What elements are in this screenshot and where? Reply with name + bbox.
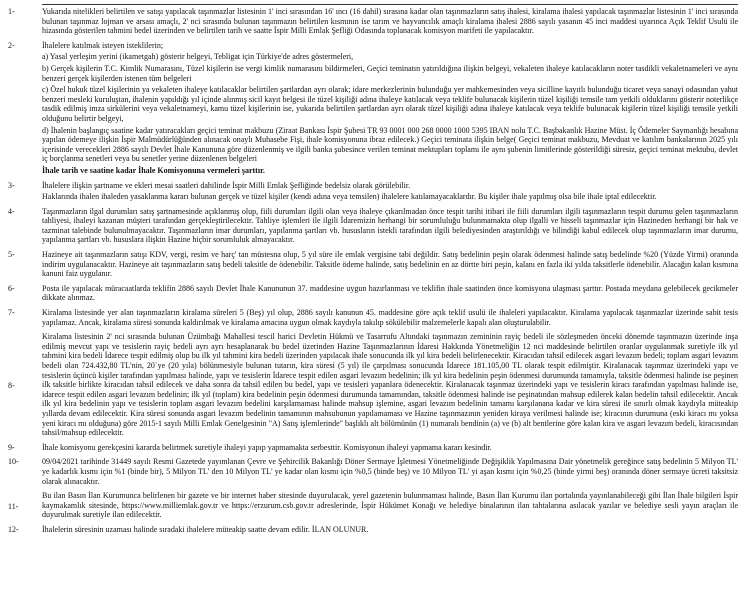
clause-body	[42, 41, 738, 178]
clause-paragraph: c) Özel hukuk tüzel kişilerinin ya vekaleten ihaleye katılacaklar belirtilen şartlardan ayrı olarak; idare merkezlerinin bulunduğu yer mahkemesinden veya sicilline kayıtlı bulunduğu ticaret veya sanayi odasından yahut benzeri mesleki kuruluştan, ihalenin yapıldığı yıl içinde alınmış sicil kayıt belgesi ile tüzel kişiliği adına ihaleye katılacak veya teklife bulunacak kişilerin tüzel kişiliği temsile tam yetkili olduklarını gösterir noterlikçe tasdik edilmiş imza sirkülerini veya vekaletnameyi, kamu tüzel kişilerinin ise, yukarıda belirtilen şartlardan ayrı olarak tüzel kişiliği adına ihaleye katılacak veya teklife bulunacak kişilerin tüzel kişiliği temsile yetkili olduğunu belirtir belgeyi,	[42, 85, 738, 123]
clause-body	[42, 207, 738, 247]
clause-paragraph: Haklarında ihalen ihaleden yasaklanma kararı bulunan gerçek ve tüzel kişiler (kendi adına veya temsilen) ihalelere katılamayacaklardır. Bu kişiler ihale yapılmış olsa bile ihale iptal edilecektir.	[42, 192, 657, 202]
clause-paragraph: Taşınmazların ilgal durumları satış şartnamesinde açıklanmış olup, fiili durumları ilgili olan veya ihaleye çıkarılmadan önce tespit tarihi itibari ile fiili durumları ilgili taşınmazların tespit durumu gelen taşınmazların tahliyesi, ihaleyi kazanan müşteri tarafından gerçekleştirilecektir. Tahliye işlemleri ile ilgili İdaremizin herhangi bir sorumluluğu bulunmamakta olup ilgalli ve hisseli taşınmazlar için Hazineden herhangi bir hak ve tazminat talebinde bulunulmayacaktır. Taşınmazların imar durumları, yapılanma şartları vb. hususların istekli tarafından ilgili belediyesinden araştırıldığı ve bilindiği kabul edilecek olup taşınmazların imar durumu, yapılanma şartları vb. hususlara ilişkin Hazine hiçbir sorumluluk almayacaktır.	[42, 206, 738, 245]
clause-number: 9-	[8, 442, 15, 452]
clause-number: 7-	[8, 308, 15, 318]
clause-number: 8-	[8, 381, 15, 391]
clause-body	[42, 525, 738, 537]
clause-number: 12-	[8, 524, 19, 534]
clause-paragraph: Posta ile yapılacak müracaatlarda teklifin 2886 sayılı Devlet İhale Kanununun 37. maddesine uygun hazırlanması ve teklifin ihale saatinden önce komisyona ulaşması şarttır. Postada meydana gelebilecek gecikmeler dikkate alınmaz.	[42, 283, 738, 303]
clause-paragraph: d) İhalenin başlangıç saatine kadar yatıracakları geçici teminat makbuzu (Ziraat Bankası İspir Şubesi TR 93 0001 000 268 0000 1000 5395 IBAN nolu T.C. Başbakanlık Hazine Müst. İç Ödemeler Saymanlığı hesabına yapılan ödemeye ilişkin İspir Malmüdürlüğünden alınacak onaylı Muhasebe Fişi, ihale komisyonuna ibraz edilecek.) Geçici teminata ilişkin belge( Geçici teminat makbuzu, Mevduat ve katılım bankalarının 2025 yılı içerisinde verecekleri 2886 sayılı Devlet İhale Kanununa göre düzenlenmiş ve ilgili banka şubesince verilen teminat mektupları toplamı ile aynı şubenin limitlerinde gösterildiği süresiz, geçici teminat mektubu, devlet iç borçlanma senetleri veya bu senetler yerine düzenlenen belgeleri	[42, 125, 738, 164]
clause-item	[8, 332, 738, 440]
clause-item	[8, 250, 738, 281]
clause-body	[42, 308, 738, 329]
clause-paragraph: İhalelerin süresinin uzaması halinde sıradaki ihalelere müteakip saatte devam edilir. İLAN OLUNUR.	[42, 524, 369, 534]
clause-number: 10-	[8, 457, 19, 467]
clause-paragraph: 09/04/2021 tarihinde 31449 sayılı Resmi Gazetede yayımlanan Çevre ve Şehircilik Bakanlığı Döner Sermaye İşletmesi Yönetmeliğinde Değişiklik Yapılmasına Dair yönetmelik gereğince satış bedelinin 5 Milyon TL' ye kadarlık kısmı için %1 (binde bir), 5 Milyon TL' den 10 Milyon TL' ye kadar olan kısmı için %0,5 (binde beş) ve 10 Milyon TL' yi aşan kısmı için %0,25 (binde yirmi beş) oranında döner sermaye ücreti taksitsiz olarak alınacaktır.	[42, 457, 738, 486]
clause-paragraph: a) Yasal yerleşim yerini (ikametgah) gösterir belgeyi, Tebligat için Türkiye'de adres göstermeleri,	[42, 52, 354, 62]
clause-number: 3-	[8, 180, 15, 190]
clause-item	[8, 7, 738, 38]
clause-item	[8, 308, 738, 329]
clause-body	[42, 457, 738, 488]
clause-item	[8, 525, 738, 537]
clause-paragraph: İhale tarih ve saatine kadar İhale Komisyonuna vermeleri şarttır.	[42, 165, 265, 175]
clause-paragraph: İhale komisyonu gerekçesini kararda belirtmek suretiyle ihaleyi yapıp yapmamakta serbesttir. Komisyonun ihaleyi yapmama kararı kesindir.	[42, 442, 492, 452]
clause-paragraph: b) Gerçek kişilerin T.C. Kimlik Numarasını, Tüzel kişilerin ise vergi kimlik numarasını bildirmeleri, Geçici teminatın yatırıldığına ilişkin belgeyi, vekaleten ihaleye katılacakların noter tasdikli vekaletnameleri ve aynı benzeri gerçek kişilerden istenen tüm belgeleri	[42, 63, 738, 83]
clause-item	[8, 284, 738, 305]
clause-paragraph: Bu ilan Basın İlan Kurumunca belirlenen bir gazete ve bir internet haber sitesinde duyurulacak, yerel gazetenin bulunmaması halinde, Basın İlan Kurumu ilan portalında yayınlanabileceği gibi İlan İhale bilgileri İspir kaymakamlık sitesinde, https://www.milliemlak.gov.tr ve https://erzurum.csb.gov.tr adreslerinde, İspir Hükümet Konağı ve belediye binalarının ilan tahtalarına asılacak yazılar ve belediye sesli yayın araçları ile duyurulmak suretiyle ilan edilecektir.	[42, 491, 738, 520]
clause-item	[8, 207, 738, 247]
clause-item	[8, 491, 738, 522]
clause-body	[42, 491, 738, 522]
clause-paragraph: Hazineye ait taşınmazların satışı KDV, vergi, resim ve harç' tan müstesna olup, 5 yıl süre ile emlak vergisine tabi değildir. Satış bedelinin peşin olarak ödenmesi halinde satış bedelinde %20 (Yüzde Yirmi) oranında indirim uygulanacaktır. Hazineye ait taşınmazların satış bedeli taksitle de ödenebilir. Taksitle ödeme halinde, satış bedelinin en az dörtte biri peşin, kalanı en fazla iki yılda taksitlerle ödenebilir. Alacağın kalan kısmına kanuni faiz uygulanır.	[42, 250, 738, 279]
clause-body	[42, 250, 738, 281]
clause-number: 2-	[8, 40, 15, 50]
clause-paragraph: İhalelere ilişkin şartname ve ekleri mesai saatleri dahilinde İspir Milli Emlak Şefliğinde bedelsiz olarak görülebilir.	[42, 180, 411, 190]
clause-number: 5-	[8, 250, 15, 260]
clause-paragraph: Yukarıda nitelikleri belirtilen ve satışı yapılacak taşınmazlar listesinin 1' inci sırasından 16' ıncı (16 dahil) sırasına kadar olan taşınmazların satış ihalesi, kiralama ihalesi yapılacak taşınmazlar listesinin 1' inci sırasında bulunan taşınmaz lojman ve arsası amaçlı, 2' nci sırasında bulunan taşınmazın belirtilen kısmının ise tarım ve hayvancılık amaçlı kiralama ihalesi 2886 sayılı yasanın 45 inci maddesi uyarınca Açık Teklif Usulü ile hizasında gösterilen tahmini bedel üzerinden ve belirtilen tarih ve saatte İspir Milli Emlak Şefliği Odasında toplanacak komisyon marifeti ile yapılacaktır.	[42, 7, 738, 36]
clause-body	[42, 7, 738, 38]
clause-item	[8, 181, 738, 204]
clause-body	[42, 284, 738, 305]
clause-paragraph: Kiralama listesinin 2' nci sırasında bulunan Üzümbağı Mahallesi tescil harici Devletin Hükmü ve Tasarrufu Altındaki taşınmazın zemininin rayiç bedeli ile sözleşmeden önceki dönemde taşınmazın üzerinde inşa edilmiş mevcut yapı ve tesislerin rayiç bedeli ayrı ayrı hesaplanarak bu bedel üzerinden Hazine Taşınmazlarının İdaresi Hakkında Yönetmeliğin 12 nci maddesinde belirtilen oranlar uygulanmak suretiyle ilk yıl tahmini kira bedeli İdarece tespit edilmiş olup bu ilk yıl tahmini kira bedeli üzerinden yapılacak ihale sonucunda ilk yıl kira bedeli belirlenecektir. Kiracıdan tahsil edilecek asgari levazım bedeli; toplam asgari levazım bedeli olan 724.432,80 TL'nin, 20`ye (20 yıla) bölünmesiyle bulunan tutarın, kira süresi (5 yıl) ile çarpılması sonucunda İdarece 181.105,00 TL olarak tespit edilmiştir. Kiralanacak taşınmaz üzerindeki yapı ve tesislerin üçüncü kişiler tarafından yapılması halinde, yapı ve tesislerin İdarece tespit edilen asgari levazım bedelinin; ilk yıl kira bedelinin peşin ödenmesi durumunda tamamıyla, taksitle ödenmesi halinde ise peşinen ilk taksitle birlikte kiracıdan tahsil edilecek ve daha sonra da tahsil edilen bu bedel, yapı ve tesisleri yapanlara ödenecektir. Kiralanacak taşınmaz üzerindeki yapı ve tesislerin kiracı tarafından yapılması halinde ise, idarece tespit edilen asgari levazım bedelinin; ilk yıl (toplam) kira bedelinin peşin ödenmesi durumunda tamamından, taksitle ödenmesi halinde ise peşinatından mahsup edilerek kalan bedelin tahsil edilecektir. Ancak ilk yıl kira bedelinin yapı ve tesislerin toplam asgari levazım bedelini karşılamaması halinde mahsup işlemine, asgari levazım bedelinin tamamı karşılanana kadar ve kira süresi ile sınırlı olmak kaydıyla müteakip yıllarda devam edilecektir. Kira süresi sonunda asgari levazım bedelinin tamamının mahsubunun yapılamaması ve Hazine taşınmazının yeniden kiraya verilmesi halinde ise; kiracının durumuna (eski kiracı mı yoksa yeni kiracı mı olduğuna) göre 2015-1 sayılı Milli Emlak Genelgesinin "A) Satış işlemlerinde" başlıklı alt bölümünün (1) numaralı bendinin (a) ve (b) alt bentlerine göre kalan kira ve asgari levazım bedeli, kiracısından tahsil/mahsup edilecektir.	[42, 332, 738, 438]
top-rule	[42, 4, 738, 5]
clause-paragraph: İhalelere katılmak isteyen isteklilerin;	[42, 40, 164, 50]
clause-number: 6-	[8, 283, 15, 293]
clause-item	[8, 443, 738, 455]
clause-item	[8, 457, 738, 488]
clause-body	[42, 181, 738, 204]
announcement-items	[8, 7, 738, 537]
clause-number: 4-	[8, 206, 15, 216]
clause-paragraph: Kiralama listesinde yer alan taşınmazların kiralama süreleri 5 (Beş) yıl olup, 2886 sayılı kanunun 45. maddesine göre açık teklif usulü ile ihaleleri yapılacaktır. Kiralama yapılacak taşınmazlar üzerinde sabit tesis yapılamaz. Ancak, kiralama süresi sonunda kaldırılmak ve kiralama amacına uygun olmak kaydıyla takılıp sökülebilir malzemelerle kapalı alan oluşturulabilir.	[42, 308, 738, 327]
clause-number: 1-	[8, 7, 15, 16]
clause-body	[42, 332, 738, 440]
clause-body	[42, 443, 738, 455]
clause-item	[8, 41, 738, 178]
clause-number: 11-	[8, 501, 19, 511]
